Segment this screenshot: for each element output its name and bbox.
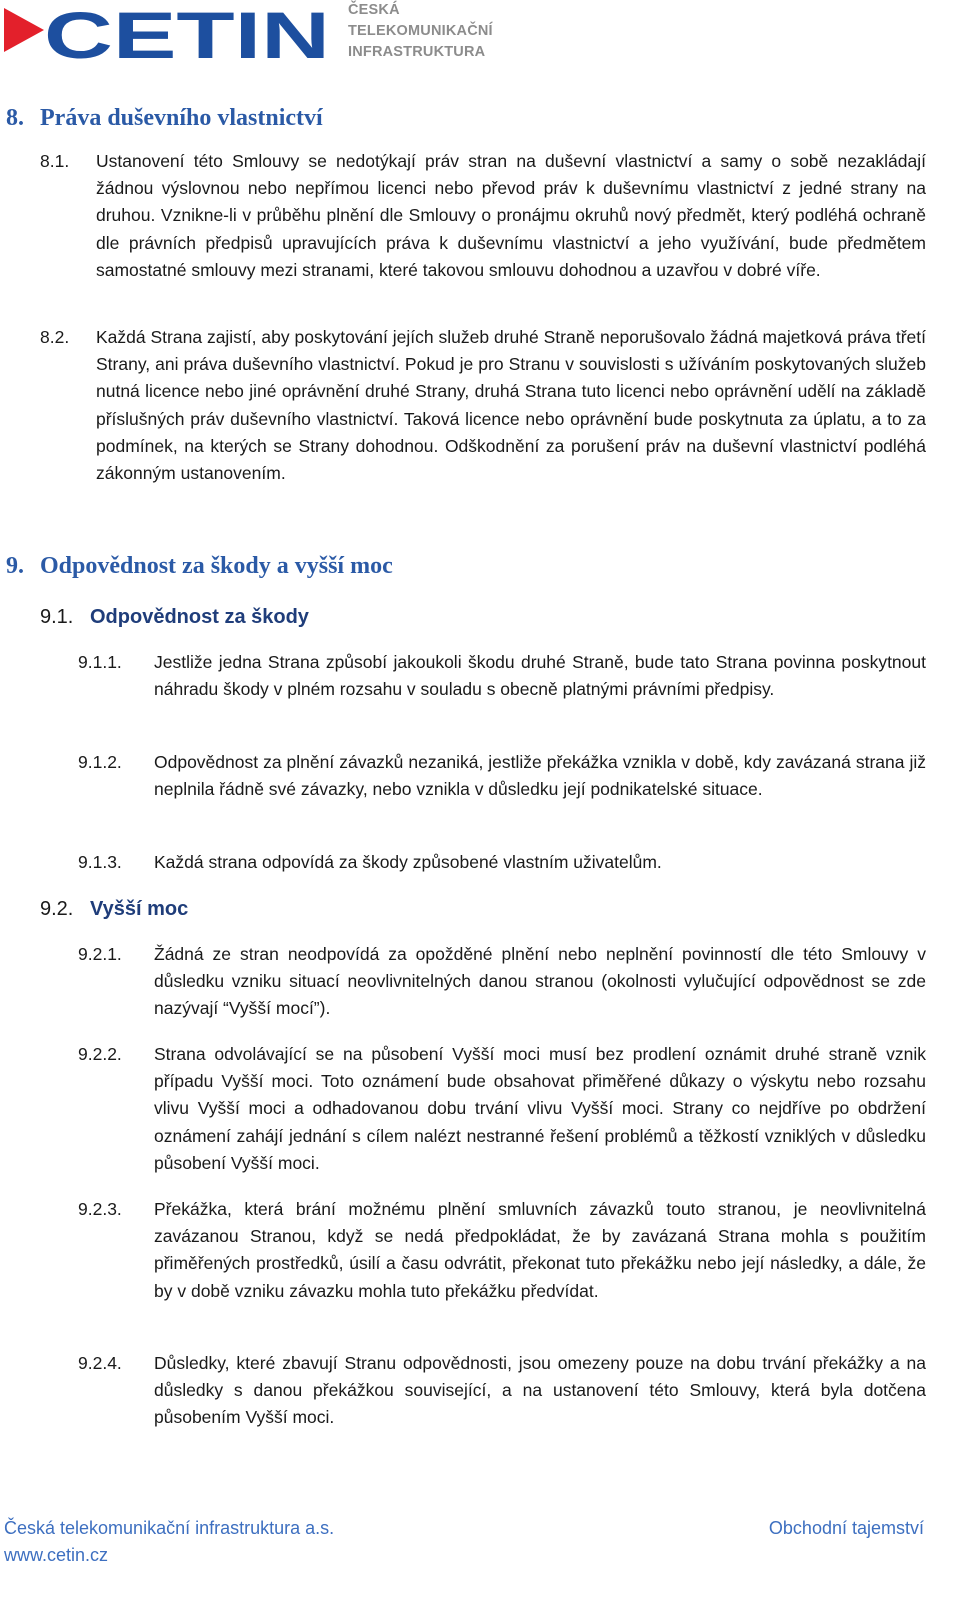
clause-number: 8.1. [40, 151, 70, 171]
clause-number: 9.1.3. [78, 852, 122, 872]
clause-text: Žádná ze stran neodpovídá za opožděné plnění nebo neplnění povinností dle této Smlouvy v důsledku vzniku situací neovlivnitelných danou stranou (okolnosti vylučující odpovědnost se zde nazývají “Vyšší mocí”). [154, 944, 926, 1019]
clause-text: Odpovědnost za plnění závazků nezaniká, jestliže překážka vznikla v době, kdy zavázaná strana již neplnila řádně své závazky, nebo vznikla v důsledku její podnikatelské situace. [154, 752, 926, 800]
section-title: Práva duševního vlastnictví [40, 105, 323, 131]
clause-text: Překážka, která brání možnému plnění smluvních závazků touto stranou, je neovlivnitelná zavázanou Stranou, když se nedá předpokládat, že by zavázaná Strana mohla s použitím přiměřených prostředků, úsilí a času odvrátit, překonat tuto překážku nebo její následky, a dále, že by v době vzniku závazku mohla tuto překážku předvídat. [154, 1199, 926, 1301]
clause-text: Každá Strana zajistí, aby poskytování jejích služeb druhé Straně neporušovalo žádná majetková práva třetí Strany, ani práva duševního vlastnictví. Pokud je pro Stranu v souvislosti s užíváním poskytovaných služeb nutná licence nebo jiné oprávnění druhé Strany, druhá Strana tuto licenci nebo oprávnění udělí na základě příslušných práv duševního vlastnictví. Taková licence nebo oprávnění bude poskytnuta za úplatu, a to za podmínek, na kterých se Strany dohodnou. Odškodnění za porušení práv na duševní vlastnictví podléhá zákonným ustanovením. [96, 327, 926, 484]
clause-number: 9.1.2. [78, 752, 122, 772]
logo-subtitle-line: TELEKOMUNIKAČNÍ [348, 23, 493, 39]
clause-text: Ustanovení této Smlouvy se nedotýkají práv stran na duševní vlastnictví a samy o sobě nezakládají žádnou výslovnou nebo nepřímou licenci nebo převod práv k duševnímu vlastnictví z jedné strany na druhou. Vznikne-li v průběhu plnění dle Smlouvy o pronájmu okruhů nový předmět, který podléhá ochraně dle právních předpisů upravujících práva k duševnímu vlastnictví a jeho využívání, bude předmětem samostatné smlouvy mezi stranami, které takovou smlouvu dohodnou a uzavřou v dobré víře. [96, 151, 926, 280]
clause-text: Každá strana odpovídá za škody způsobené vlastním uživatelům. [154, 852, 662, 872]
footer-classification: Obchodní tajemství [768, 1518, 924, 1538]
logo-red-triangle-icon [4, 8, 44, 52]
subsection-heading [40, 604, 309, 630]
footer-company-name: Česká telekomunikační infrastruktura a.s. [4, 1518, 335, 1538]
subsection-number: 9.1. [40, 606, 74, 628]
cetin-logo [0, 0, 520, 66]
section-number: 9. [6, 553, 24, 579]
subsection-title: Vyšší moc [90, 898, 189, 920]
logo-subtitle-line: ČESKÁ [348, 2, 400, 18]
logo-subtitle [348, 0, 528, 63]
clause-number: 9.2.3. [78, 1199, 122, 1219]
section-title: Odpovědnost za škody a vyšší moc [40, 553, 393, 579]
clause-text: Důsledky, které zbavují Stranu odpovědnosti, jsou omezeny pouze na dobu trvání překážky a na důsledky s danou překážkou související, a na ustanovení této Smlouvy, která byla dotčena působením Vyšší moci. [154, 1353, 926, 1428]
subsection-title: Odpovědnost za škody [90, 606, 309, 628]
logo-brand-text: CETIN [44, 0, 330, 66]
subsection-number: 9.2. [40, 898, 74, 920]
section-heading [6, 103, 323, 133]
section-heading [6, 551, 393, 581]
footer-website-link[interactable]: www.cetin.cz [4, 1545, 109, 1565]
clause-text: Strana odvolávající se na působení Vyšší moci musí bez prodlení oznámit druhé straně vznik případu Vyšší moci. Toto oznámení bude obsahovat přiměřené důkazy o výskytu nebo rozsahu vlivu Vyšší moci a odhadovanou dobu trvání vlivu Vyšší moci. Strany co nejdříve po obdržení oznámení zahájí jednání s cílem nalézt nestranné řešení problémů a těžkostí vzniklých v důsledku působení Vyšší moci. [154, 1044, 926, 1173]
section-number: 8. [6, 105, 24, 131]
clause-number: 9.2.4. [78, 1353, 122, 1373]
clause-text: Jestliže jedna Strana způsobí jakoukoli škodu druhé Straně, bude tato Strana povinna poskytnout náhradu škody v plném rozsahu v souladu s obecně platnými právními předpisy. [154, 652, 926, 700]
subsection-heading [40, 896, 188, 922]
clause-number: 9.2.1. [78, 944, 122, 964]
clause-number: 9.2.2. [78, 1044, 122, 1064]
cetin-wordmark-icon [0, 0, 340, 66]
footer-company-block [4, 1515, 334, 1569]
logo-subtitle-line: INFRASTRUKTURA [348, 44, 486, 60]
clause-number: 8.2. [40, 327, 70, 347]
clause-number: 9.1.1. [78, 652, 122, 672]
